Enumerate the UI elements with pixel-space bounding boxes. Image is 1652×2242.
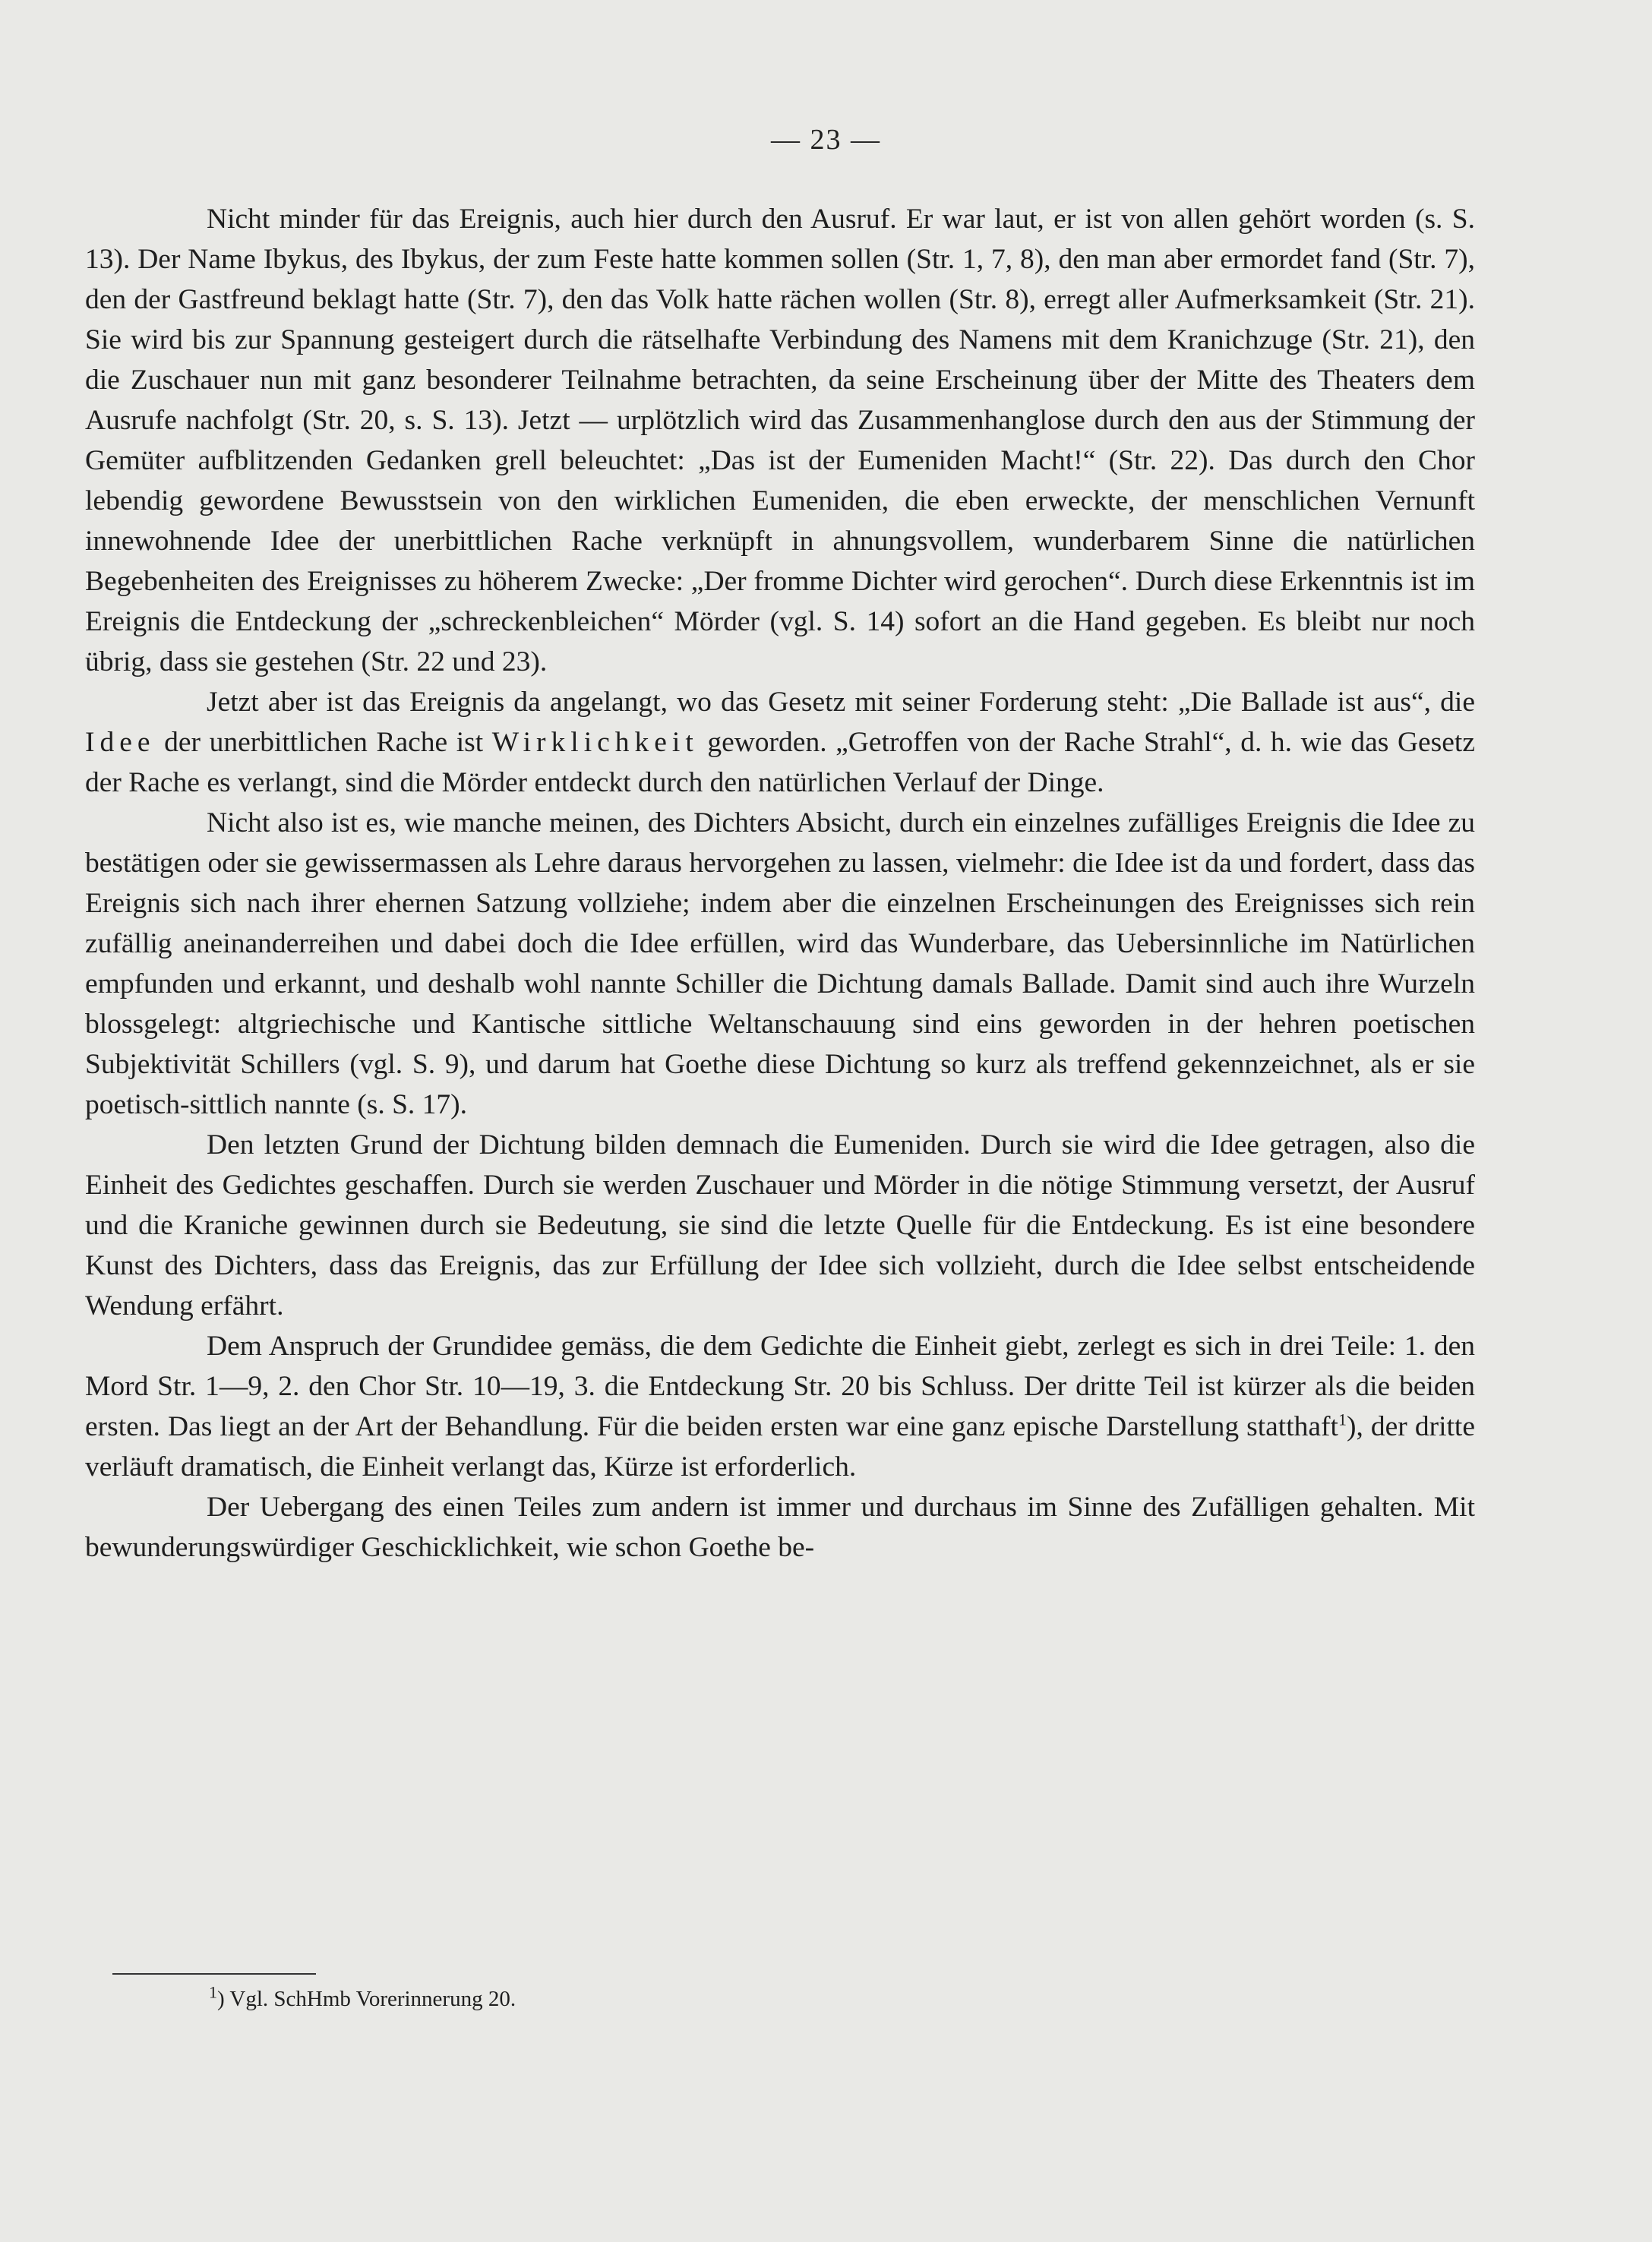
emphasized-text: Idee: [85, 727, 156, 758]
paragraph: [85, 1125, 1475, 1326]
footnote-marker: 1: [209, 1982, 217, 2002]
paragraph: [85, 682, 1475, 803]
emphasized-text: Wirklichkeit: [491, 727, 699, 758]
footnote: [209, 1982, 516, 2013]
text-run: Der Uebergang des einen Teiles zum andern ist immer und durchaus im Sinne des Zufälligen gehalten. Mit bewunderungswürdiger Geschicklichkeit, wie schon Goethe be-: [85, 1492, 1475, 1563]
text-run: ), der dritte verläuft dramatisch, die Einheit verlangt das, Kürze ist erforderlich.: [85, 1411, 1475, 1483]
text-run: Nicht minder für das Ereignis, auch hier durch den Ausruf. Er war laut, er ist von allen gehört worden (s. S. 13). Der Name Ibykus, des Ibykus, der zum Feste hatte kommen sollen (Str. 1, 7, 8), den man aber ermordet fand (Str. 7), den der Gastfreund beklagt hatte (Str. 7), den das Volk hatte rächen wollen (Str. 8), erregt aller Aufmerksamkeit (Str. 21). Sie wird bis zur Spannung gesteigert durch die rätselhafte Verbindung des Namens mit dem Kranichzuge (Str. 21), den die Zuschauer nun mit ganz besonderer Teilnahme betrachten, da seine Erscheinung über der Mitte des Theaters dem Ausrufe nachfolgt (Str. 20, s. S. 13). Jetzt — urplötzlich wird das Zusammenhanglose durch den aus der Stimmung der Gemüter aufblitzenden Gedanken grell beleuchtet: „Das ist der Eumeniden Macht!“ (Str. 22). Das durch den Chor lebendig gewordene Bewusstsein von den wirklichen Eumeniden, die eben erweckte, der menschlichen Vernunft innewohnende Idee der unerbittlichen Rache verknüpft in ahnungsvollem, wunderbarem Sinne die natürlichen Begebenheiten des Ereignisses zu höherem Zwecke: „Der fromme Dichter wird gerochen“. Durch diese Erkenntnis ist im Ereignis die Entdeckung der „schreckenbleichen“ Mörder (vgl. S. 14) sofort an die Hand gegeben. Es bleibt nur noch übrig, dass sie gestehen (Str. 22 und 23).: [85, 204, 1475, 677]
text-run: Den letzten Grund der Dichtung bilden demnach die Eumeniden. Durch sie wird die Idee getragen, also die Einheit des Gedichtes geschaffen. Durch sie werden Zuschauer und Mörder in die nötige Stimmung versetzt, der Ausruf und die Kraniche gewinnen durch sie Bedeutung, sie sind die letzte Quelle für die Entdeckung. Es ist eine besondere Kunst des Dichters, dass das Ereignis, das zur Erfüllung der Idee sich vollzieht, durch die Idee selbst entscheidende Wendung erfährt.: [85, 1129, 1475, 1322]
footnote-divider: [112, 1973, 316, 1975]
text-run: geworden. „Getroffen von der Rache Strahl“, d. h. wie das Gesetz der Rache es verlangt, sind die Mörder entdeckt durch den natürlichen Verlauf der Dinge.: [85, 727, 1475, 798]
footnote-reference: 1: [1338, 1410, 1347, 1429]
text-run: der unerbittlichen Rache ist: [155, 727, 492, 758]
page-number: — 23 —: [771, 124, 881, 156]
paragraph: [85, 803, 1475, 1125]
text-run: Nicht also ist es, wie manche meinen, des Dichters Absicht, durch ein einzelnes zufälliges Ereignis die Idee zu bestätigen oder sie gewissermassen als Lehre daraus hervorgehen zu lassen, vielmehr: die Idee ist da und fordert, dass das Ereignis sich nach ihrer ehernen Satzung vollziehe; indem aber die einzelnen Erscheinungen des Ereignisses sich rein zufällig aneinanderreihen und dabei doch die Idee erfüllen, wird das Wunderbare, das Uebersinnliche im Natürlichen empfunden und erkannt, und deshalb wohl nannte Schiller die Dichtung damals Ballade. Damit sind auch ihre Wurzeln blossgelegt: altgriechische und Kantische sittliche Weltanschauung sind eins geworden in der hehren poetischen Subjektivität Schillers (vgl. S. 9), und darum hat Goethe diese Dichtung so kurz als treffend gekennzeichnet, als er sie poetisch-sittlich nannte (s. S. 17).: [85, 807, 1475, 1120]
footnote-text: ) Vgl. SchHmb Vorerinnerung 20.: [217, 1987, 516, 2011]
paragraph: [85, 199, 1475, 682]
text-run: Dem Anspruch der Grundidee gemäss, die dem Gedichte die Einheit giebt, zerlegt es sich in drei Teile: 1. den Mord Str. 1—9, 2. den Chor Str. 10—19, 3. die Entdeckung Str. 20 bis Schluss. Der dritte Teil ist kürzer als die beiden ersten. Das liegt an der Art der Behandlung. Für die beiden ersten war eine ganz epische Darstellung statthaft: [85, 1331, 1475, 1442]
paragraph: [85, 1487, 1475, 1568]
text-run: Jetzt aber ist das Ereignis da angelangt, wo das Gesetz mit seiner Forderung steht: „Die Ballade ist aus“, die: [207, 687, 1475, 718]
body-text: [85, 199, 1475, 1568]
paragraph: [85, 1326, 1475, 1487]
